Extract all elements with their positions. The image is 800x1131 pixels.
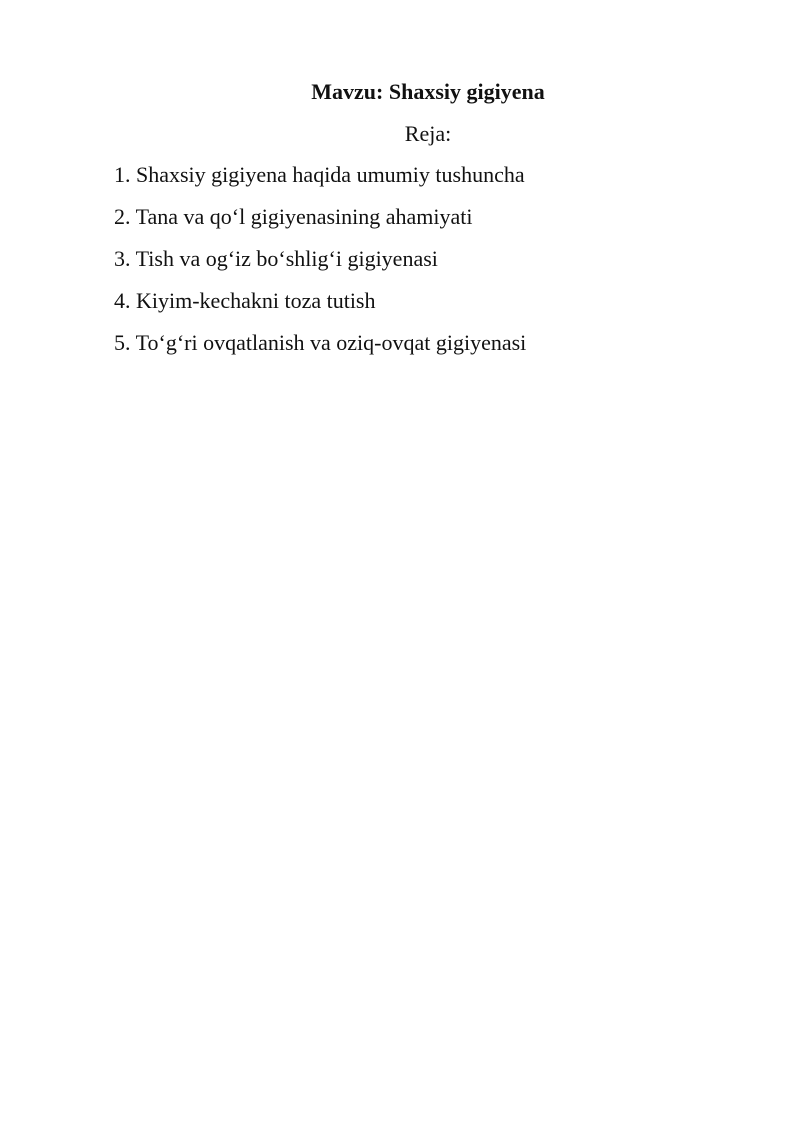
plan-item: 1. Shaxsiy gigiyena haqida umumiy tushuncha (114, 162, 525, 187)
plan-item: 4. Kiyim-kechakni toza tutish (114, 288, 376, 313)
plan-item: 5. To‘g‘ri ovqatlanish va oziq-ovqat gigiyenasi (114, 330, 527, 355)
document-title: Mavzu: Shaxsiy gigiyena (311, 79, 545, 104)
plan-list (114, 160, 734, 370)
plan-item: 2. Tana va qo‘l gigiyenasining ahamiyati (114, 204, 473, 229)
plan-heading: Reja: (404, 121, 452, 146)
plan-item: 3. Tish va og‘iz bo‘shlig‘i gigiyenasi (114, 246, 438, 271)
